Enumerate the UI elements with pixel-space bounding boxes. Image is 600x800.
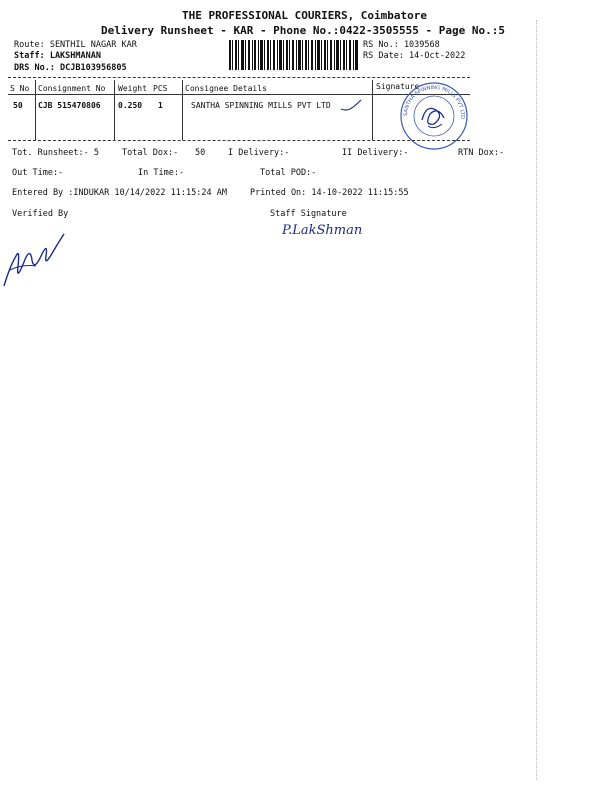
- tot-runsheet: Tot. Runsheet:- 5: [12, 148, 99, 158]
- cell-consignee: SANTHA SPINNING MILLS PVT LTD: [191, 101, 331, 110]
- verifier-signature: [2, 226, 66, 290]
- staff-signature-label: Staff Signature: [270, 209, 347, 219]
- header-pcs: PCS: [153, 84, 168, 93]
- barcode: [229, 40, 359, 70]
- header-sno: S No: [10, 84, 30, 93]
- table-bottom-divider: [8, 140, 470, 141]
- table-top-divider: [8, 77, 470, 78]
- rs-number: RS No.: 1039568: [363, 40, 440, 50]
- staff-signature: P.LakShman: [282, 223, 363, 238]
- entered-by: Entered By :INDUKAR 10/14/2022 11:15:24 AM: [12, 188, 227, 198]
- total-pod: Total POD:-: [260, 168, 317, 178]
- rs-date: RS Date: 14-Oct-2022: [363, 51, 466, 61]
- table-column-divider: [35, 80, 36, 140]
- rtn-dox: RTN Dox:-: [458, 148, 505, 158]
- i-delivery: I Delivery:-: [228, 148, 290, 158]
- total-dox-value: 50: [195, 148, 206, 158]
- cell-sno: 50: [13, 101, 23, 110]
- scan-edge-line: [536, 20, 537, 780]
- drs-number: DRS No.: DCJB103956805: [14, 63, 127, 73]
- tick-mark: [340, 98, 362, 112]
- header-consignment: Consignment No: [38, 84, 106, 93]
- header-signature: Signature: [376, 82, 420, 91]
- header-consignee: Consignee Details: [185, 84, 267, 93]
- page-subtitle: Delivery Runsheet - KAR - Phone No.:0422-3505555 - Page No.:5: [101, 24, 505, 37]
- ii-delivery: II Delivery:-: [342, 148, 409, 158]
- svg-text:SANTHA SPINNING MILLS PVT LTD: SANTHA SPINNING MILLS PVT LTD: [402, 84, 466, 120]
- total-dox-label: Total Dox:-: [122, 148, 179, 158]
- cell-consignment: CJB 515470806: [38, 101, 101, 110]
- staff-text: Staff: LAKSHMANAN: [14, 51, 101, 61]
- header-weight: Weight: [118, 84, 147, 93]
- route-text: Route: SENTHIL NAGAR KAR: [14, 40, 137, 50]
- table-column-divider: [182, 80, 183, 140]
- in-time: In Time:-: [138, 168, 185, 178]
- cell-pcs: 1: [158, 101, 163, 110]
- page-title: THE PROFESSIONAL COURIERS, Coimbatore: [182, 9, 428, 22]
- printed-on: Printed On: 14-10-2022 11:15:55: [250, 188, 409, 198]
- table-column-divider: [372, 80, 373, 140]
- cell-weight: 0.250: [118, 101, 143, 110]
- verified-by: Verified By: [12, 209, 69, 219]
- company-stamp: [398, 80, 470, 152]
- table-column-divider: [114, 80, 115, 140]
- out-time: Out Time:-: [12, 168, 64, 178]
